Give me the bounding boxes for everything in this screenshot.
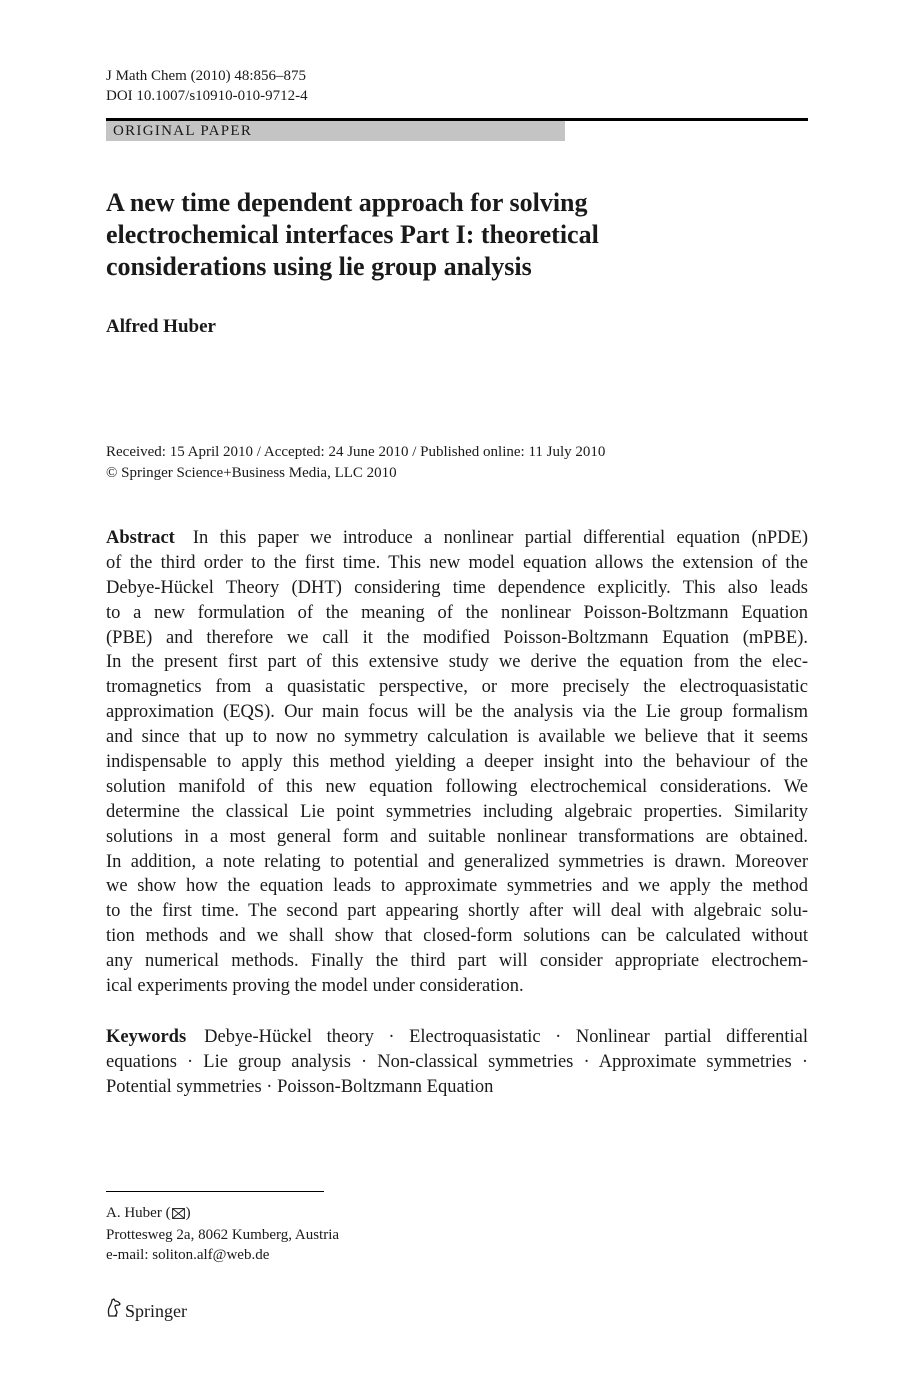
publication-history: Received: 15 April 2010 / Accepted: 24 June 2010 / Published online: 11 July 2010 xyxy=(106,444,606,460)
abstract-line: and since that up to now no symmetry calculation is available we believe that it seems xyxy=(106,727,808,748)
journal-citation: J Math Chem (2010) 48:856–875 xyxy=(106,68,306,84)
title-line: A new time dependent approach for solving xyxy=(106,188,588,217)
abstract-line: to the first time. The second part appearing shortly after will deal with algebraic solu- xyxy=(106,901,808,922)
abstract-line: approximation (EQS). Our main focus will be the analysis via the Lie group formalism xyxy=(106,702,808,723)
envelope-icon xyxy=(172,1205,185,1225)
copyright-notice: © Springer Science+Business Media, LLC 2010 xyxy=(106,465,397,481)
abstract-line: (PBE) and therefore we call it the modified Poisson-Boltzmann Equation (mPBE). xyxy=(106,627,808,648)
publisher-name: Springer xyxy=(125,1301,187,1321)
abstract-line: any numerical methods. Finally the third part will consider appropriate electrochem- xyxy=(106,951,808,972)
title-line: considerations using lie group analysis xyxy=(106,252,532,281)
springer-horse-icon xyxy=(104,1298,122,1324)
abstract xyxy=(106,526,808,999)
keywords-line: equations · Lie group analysis · Non-classical symmetries · Approximate symmetries · xyxy=(106,1051,808,1072)
abstract-heading: Abstract xyxy=(106,528,175,548)
paper-title xyxy=(106,187,746,283)
keywords-heading: Keywords xyxy=(106,1027,187,1047)
footnote-author-line xyxy=(106,1203,339,1225)
footnote-rule xyxy=(106,1191,324,1192)
article-category: ORIGINAL PAPER xyxy=(113,123,253,139)
abstract-line: indispensable to apply this method yielding a deeper insight into the behaviour of the xyxy=(106,752,808,773)
abstract-line: In addition, a note relating to potential and generalized symmetries is drawn. Moreover xyxy=(106,851,808,872)
abstract-line: we show how the equation leads to approximate symmetries and we apply the method xyxy=(106,876,808,897)
footnote-author: A. Huber ( xyxy=(106,1205,171,1221)
abstract-text: In this paper we introduce a nonlinear partial differential equation (nPDE) xyxy=(192,528,808,548)
abstract-line: tromagnetics from a quasistatic perspective, or more precisely the electroquasistatic xyxy=(106,677,808,698)
abstract-line: In the present first part of this extensive study we derive the equation from the elec- xyxy=(106,652,808,673)
abstract-line: tion methods and we shall show that closed-form solutions can be calculated without xyxy=(106,926,808,947)
keywords-line xyxy=(106,1025,808,1050)
author-footnote xyxy=(106,1203,339,1265)
abstract-line: solutions in a most general form and suitable nonlinear transformations are obtained. xyxy=(106,826,808,847)
abstract-line xyxy=(106,526,808,551)
abstract-line: ical experiments proving the model under consideration. xyxy=(106,976,524,997)
footnote-address: Prottesweg 2a, 8062 Kumberg, Austria xyxy=(106,1227,340,1243)
abstract-line: solution manifold of this new equation following electrochemical considerations. We xyxy=(106,776,808,797)
keywords-line: Potential symmetries · Poisson-Boltzmann Equation xyxy=(106,1076,494,1097)
abstract-line: to a new formulation of the meaning of the nonlinear Poisson-Boltzmann Equation xyxy=(106,602,808,623)
footnote-email: e-mail: soliton.alf@web.de xyxy=(106,1247,270,1263)
abstract-line: of the third order to the first time. This new model equation allows the extension of the xyxy=(106,552,808,573)
publication-dates xyxy=(106,442,605,484)
footnote-author-close: ) xyxy=(185,1205,191,1221)
keywords xyxy=(106,1025,808,1100)
journal-doi: DOI 10.1007/s10910-010-9712-4 xyxy=(106,88,308,104)
keywords-text: Debye-Hückel theory · Electroquasistatic · Nonlinear partial differential xyxy=(204,1027,808,1047)
author-name: Alfred Huber xyxy=(106,316,216,337)
abstract-line: determine the classical Lie point symmetries including algebraic properties. Similarity xyxy=(106,801,808,822)
abstract-line: Debye-Hückel Theory (DHT) considering time dependence explicitly. This also leads xyxy=(106,577,808,598)
category-bar xyxy=(106,121,565,141)
journal-info xyxy=(106,66,308,106)
publisher-mark xyxy=(104,1298,187,1324)
title-line: electrochemical interfaces Part I: theoretical xyxy=(106,220,599,249)
